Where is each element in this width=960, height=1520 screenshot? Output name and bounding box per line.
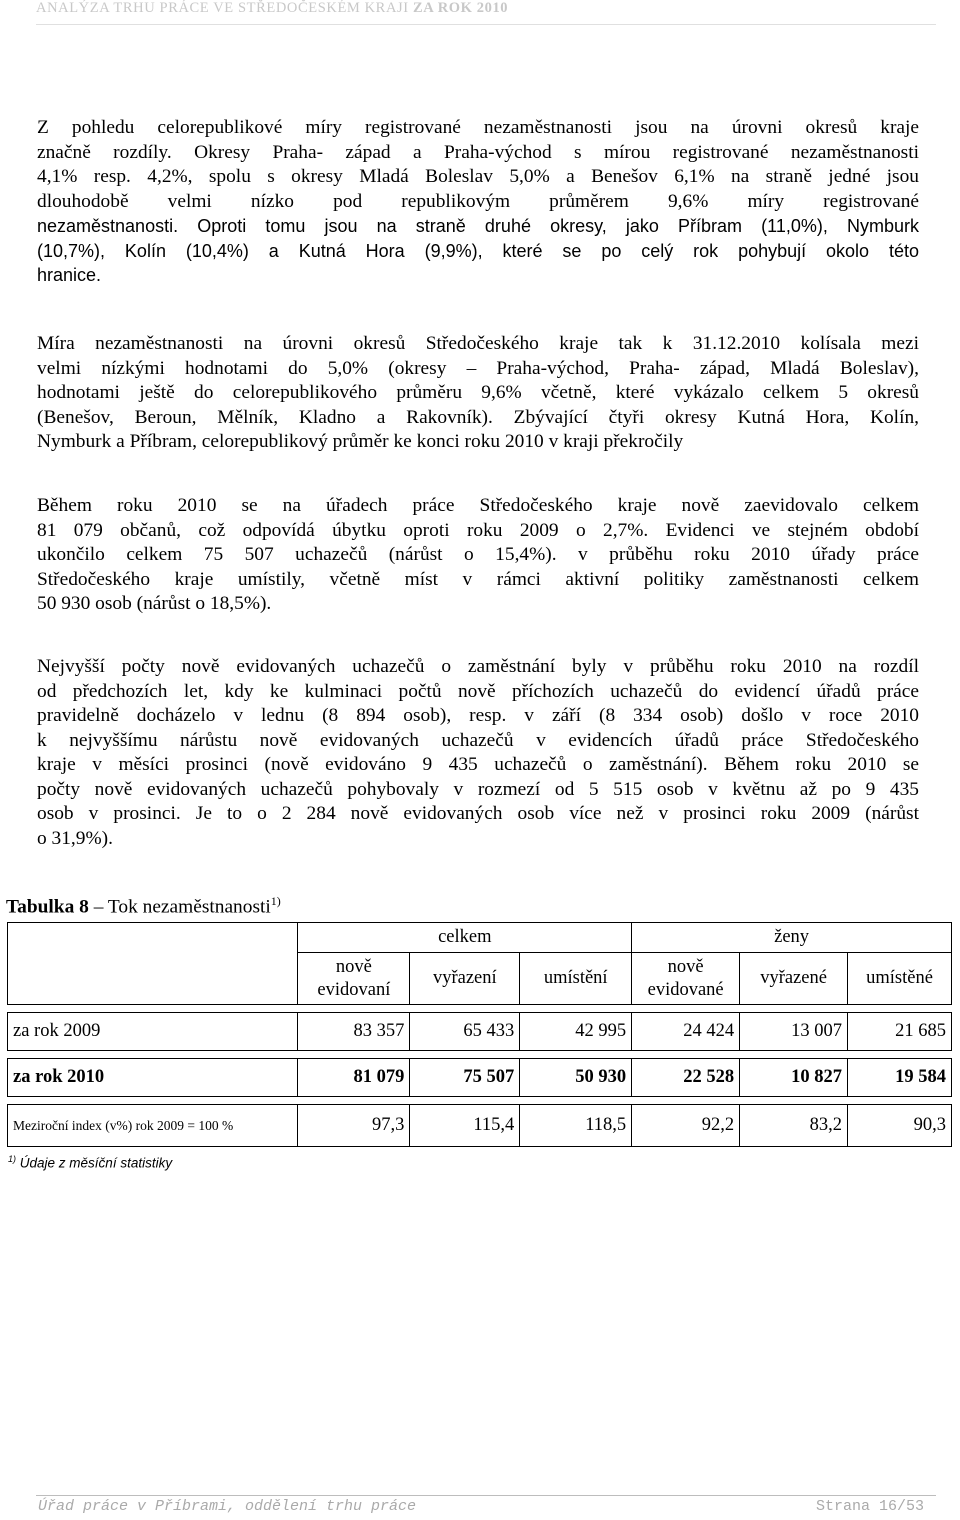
caption-footnote-mark: 1) [270, 894, 281, 908]
cell: 50 930 [520, 1059, 632, 1097]
table-gap [8, 1097, 952, 1105]
gap-cell [8, 1051, 952, 1059]
table-header-row-groups [8, 923, 952, 953]
cell: 83,2 [740, 1105, 848, 1147]
text-line: 50 930 osob (nárůst o 18,5%). [37, 593, 272, 614]
cell: 22 528 [632, 1059, 740, 1097]
row-label: Meziroční index (v%) rok 2009 = 100 % [8, 1105, 298, 1147]
text-line: Nymburk a Příbram, celorepublikový průměr ke konci roku 2010 v kraji překročily [37, 431, 684, 452]
table-header-row-columns [8, 953, 952, 1005]
footer-page-number: Strana 16/53 [815, 1498, 924, 1515]
cell: 13 007 [740, 1013, 848, 1051]
header-corner [8, 923, 298, 953]
paragraph-district-comparison [37, 116, 919, 288]
text-line: (10,7%), Kolín (10,4%) a Kutná Hora (9,9%), které se po celý rok pohybují okolo této [37, 240, 919, 261]
text-line: pravidelně docházelo v lednu (8 894 osob), resp. v září (8 334 osob) došlo v roce 2010 [37, 705, 919, 726]
text-line: k nejvyššímu nárůstu nově evidovaných uchazečů v evidencích úřadů práce Středočeského [37, 729, 919, 751]
header-col: nově evidovaní [298, 953, 410, 1005]
text-line: značně rozdíly. Okresy Praha- západ a Praha-východ s mírou registrované nezaměstnanosti [37, 141, 919, 163]
footnote [8, 1154, 172, 1171]
text-line: ukončilo celkem 75 507 uchazečů (nárůst o 15,4%). v průběhu roku 2010 úřady práce [37, 544, 919, 565]
gap-cell [8, 1005, 952, 1013]
text-line: Míra nezaměstnanosti na úrovni okresů Středočeského kraje tak k 31.12.2010 kolísala mezi [37, 333, 919, 354]
cell: 65 433 [410, 1013, 520, 1051]
header-col: umístěné [848, 953, 952, 1005]
table-row [8, 1059, 952, 1097]
cell: 97,3 [298, 1105, 410, 1147]
cell: 118,5 [520, 1105, 632, 1147]
cell: 75 507 [410, 1059, 520, 1097]
cell: 115,4 [410, 1105, 520, 1147]
paragraph-monthly-peaks [37, 655, 919, 851]
text-line: hodnotami ještě do celorepublikového průměru 9,6% včetně, které vykázalo celkem 5 okresů [37, 382, 919, 403]
header-col: vyřazení [410, 953, 520, 1005]
text-line: o 31,9%). [37, 827, 113, 849]
text-line: nezaměstnanosti. Oproti tomu jsou na straně druhé okresy, jako Příbram (11,0%), Nymburk [37, 216, 919, 236]
paragraph-unemployment-rate [37, 332, 919, 455]
table-gap [8, 1051, 952, 1059]
header-year: ZA ROK 2010 [412, 0, 509, 16]
header-group-celkem: celkem [298, 923, 632, 953]
text-line: 4,1% resp. 4,2%, spolu s okresy Mladá Boleslav 5,0% a Benešov 6,1% na straně jedné jsou [37, 166, 919, 187]
paragraph-registrations [37, 494, 919, 617]
gap-cell [8, 1097, 952, 1105]
text-line: Nejvyšší počty nově evidovaných uchazečů o zaměstnání byly v průběhu roku 2010 na rozdíl [37, 656, 919, 677]
text-line: kraje v měsíci prosinci (nově evidováno 9 435 uchazečů o zaměstnání). Během roku 2010 se [37, 754, 919, 775]
text-line: dlouhodobě velmi nízko pod republikovým průměrem 9,6% míry registrované [37, 190, 919, 212]
cell: 81 079 [298, 1059, 410, 1097]
table-label: Tabulka 8 [6, 896, 89, 918]
cell: 19 584 [848, 1059, 952, 1097]
footnote-mark: 1) [8, 1154, 17, 1164]
cell: 90,3 [848, 1105, 952, 1147]
cell: 21 685 [848, 1013, 952, 1051]
text-line: Z pohledu celorepublikové míry registrované nezaměstnanosti jsou na úrovni okresů kraje [37, 117, 919, 138]
header-corner-lower [8, 953, 298, 1005]
header-col: vyřazené [740, 953, 848, 1005]
text-line: velmi nízkými hodnotami do 5,0% (okresy – Praha-východ, Praha- západ, Mladá Boleslav), [37, 357, 919, 379]
header-col: nově evidované [632, 953, 740, 1005]
footer-rule [36, 1495, 936, 1496]
text-line: počty nově evidovaných uchazečů pohybovaly v rozmezí od 5 515 osob v květnu až po 9 435 [37, 778, 919, 800]
text-line: Středočeského kraje umístily, včetně míst v rámci aktivní politiky zaměstnanosti celkem [37, 568, 919, 590]
text-line: hranice. [37, 265, 102, 285]
footnote-text: Údaje z měsíční statistiky [19, 1155, 173, 1171]
table-caption [6, 894, 281, 918]
cell: 24 424 [632, 1013, 740, 1051]
row-label: za rok 2009 [8, 1013, 298, 1051]
text-line: osob v prosinci. Je to o 2 284 nově evidovaných osob více než v prosinci roku 2009 (nárůst [37, 803, 919, 824]
page-header [36, 0, 936, 24]
caption-dash: – [93, 896, 104, 918]
text-line: Během roku 2010 se na úřadech práce Středočeského kraje nově zaevidovalo celkem [37, 495, 919, 516]
header-col: umístění [520, 953, 632, 1005]
row-label: za rok 2010 [8, 1059, 298, 1097]
cell: 83 357 [298, 1013, 410, 1051]
table-gap [8, 1005, 952, 1013]
table-row [8, 1013, 952, 1051]
cell: 10 827 [740, 1059, 848, 1097]
text-line: od předchozích let, kdy ke kulminaci počtů nově příchozích uchazečů do evidencí úřadů práce [37, 680, 919, 702]
header-rule [36, 24, 936, 25]
header-group-zeny: ženy [632, 923, 952, 953]
cell: 92,2 [632, 1105, 740, 1147]
table-title: Tok nezaměstnanosti [107, 896, 271, 918]
cell: 42 995 [520, 1013, 632, 1051]
footer-office: Úřad práce v Příbrami, oddělení trhu práce [38, 1498, 417, 1515]
table-row [8, 1105, 952, 1147]
unemployment-flow-table [7, 922, 952, 1147]
header-title: ANALÝZA TRHU PRÁCE VE STŘEDOČESKÉM KRAJI [36, 0, 409, 16]
text-line: (Benešov, Beroun, Mělník, Kladno a Rakovník). Zbývající čtyři okresy Kutná Hora, Kolín, [37, 406, 919, 428]
text-line: 81 079 občanů, což odpovídá úbytku oproti roku 2009 o 2,7%. Evidenci ve stejném období [37, 519, 919, 541]
